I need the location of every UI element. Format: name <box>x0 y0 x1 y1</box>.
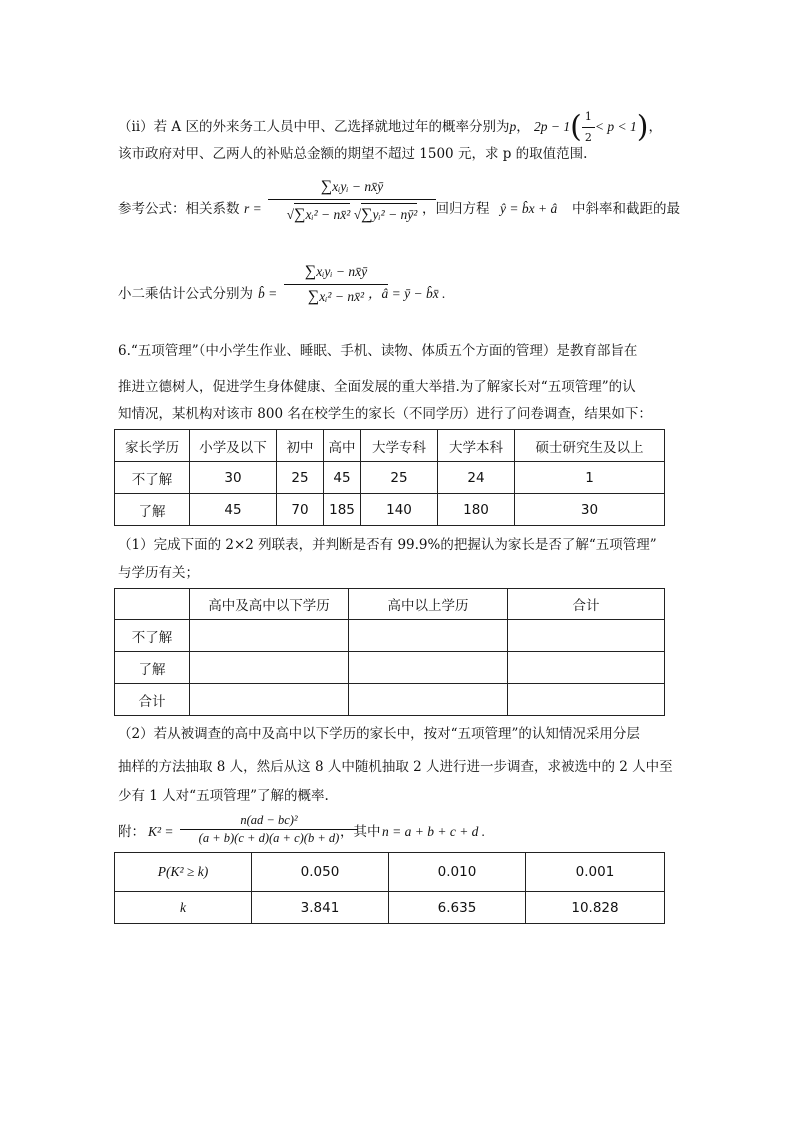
header-cell: 家长学历 <box>115 430 190 462</box>
header-cell: 高中及高中以下学历 <box>190 589 349 620</box>
q5ii-expr: 2p − 1 <box>534 119 571 134</box>
table-row <box>115 620 665 652</box>
part2-line1: （2）若从被调查的高中及高中以下学历的家长中，按对“五项管理”的认知情况采用分层 <box>118 726 640 742</box>
table-cell: 25 <box>277 462 324 494</box>
header-cell: 高中 <box>324 430 361 462</box>
table-cell: 不了解 <box>115 462 190 494</box>
appendix-prefix: 附： <box>118 824 145 840</box>
critical-value-table <box>114 852 665 924</box>
b-num: xᵢyᵢ − nx̄ȳ <box>316 264 368 279</box>
header-cell <box>115 589 190 620</box>
table-cell: 0.010 <box>389 853 526 892</box>
q5ii-text: （ⅱ）若 A 区的外来务工人员中甲、乙选择就地过年的概率分别为 <box>118 119 510 135</box>
part1-line1: （1）完成下面的 2×2 列联表，并判断是否有 99.9%的把握认为家长是否了解“五项管理” <box>118 537 657 553</box>
table-cell: P(K² ≥ k) <box>115 853 252 892</box>
blank-cell <box>190 652 349 684</box>
header-cell: 合计 <box>508 589 665 620</box>
row-label: 合计 <box>115 684 190 716</box>
corr-den-a: xᵢ² − nx̄² <box>305 207 351 222</box>
table-row <box>115 853 665 892</box>
sqrt-icon: √ <box>353 207 362 222</box>
ref-prefix: 参考公式：相关系数 <box>118 201 240 217</box>
q6-line2: 推进立德树人，促进学生身体健康、全面发展的重大举措.为了解家长对“五项管理”的认 <box>118 379 636 395</box>
q5ii-p: p <box>509 119 517 134</box>
header-cell: 硕士研究生及以上 <box>515 430 665 462</box>
left-paren: ( <box>570 109 582 145</box>
table-cell: 了解 <box>115 494 190 526</box>
blank-cell <box>508 620 665 652</box>
header-cell: 小学及以下 <box>190 430 277 462</box>
table-row <box>115 494 665 526</box>
table-cell: 6.635 <box>389 892 526 924</box>
table-cell: 0.001 <box>526 853 665 892</box>
table-row <box>115 589 665 620</box>
table-cell: 140 <box>361 494 438 526</box>
header-cell: 高中以上学历 <box>349 589 508 620</box>
n-def: n = a + b + c + d . <box>382 824 486 839</box>
ref-mid: ，回归方程 <box>422 201 490 217</box>
table-cell: 25 <box>361 462 438 494</box>
part2-line3: 少有 1 人对“五项管理”了解的概率. <box>118 788 329 804</box>
sum-icon: ∑ <box>307 288 320 305</box>
blank-cell <box>190 620 349 652</box>
blank-cell <box>349 652 508 684</box>
k2-eq: K² = <box>148 824 174 839</box>
blank-cell <box>349 620 508 652</box>
table-cell: 185 <box>324 494 361 526</box>
blank-cell <box>190 684 349 716</box>
blank-cell <box>508 652 665 684</box>
a-eq: ，â = ȳ − b̂x̄ . <box>368 286 446 301</box>
table-cell: 10.828 <box>526 892 665 924</box>
header-cell: 大学本科 <box>438 430 515 462</box>
table-cell: 24 <box>438 462 515 494</box>
k2-den: (a + b)(c + d)(a + c)(b + d) <box>198 831 340 845</box>
ls-prefix: 小二乘估计公式分别为 <box>118 286 253 302</box>
survey-table <box>114 429 665 526</box>
table-row <box>115 892 665 924</box>
q5ii-ineq: < p < 1 <box>594 119 637 134</box>
r-eq: r = <box>244 201 262 216</box>
corr-num: xᵢyᵢ − nx̄ȳ <box>332 179 384 194</box>
q5ii-line2: 该市政府对甲、乙两人的补贴总金额的期望不超过 1500 元，求 p 的取值范围. <box>118 146 588 162</box>
part2-line2: 抽样的方法抽取 8 人，然后从这 8 人中随机抽取 2 人进行进一步调查，求被选中的 2 人中至 <box>118 759 673 775</box>
table-cell: k <box>115 892 252 924</box>
sum-icon: ∑ <box>304 263 317 280</box>
table-cell: 70 <box>277 494 324 526</box>
table-cell: 180 <box>438 494 515 526</box>
q5ii-comma: ， <box>516 119 530 135</box>
b-eq: b̂ = <box>258 286 278 301</box>
k2-num: n(ad − bc)² <box>180 812 358 830</box>
b-den: xᵢ² − nx̄² <box>319 289 365 304</box>
ref-suffix: 中斜率和截距的最 <box>572 201 680 217</box>
contingency-table <box>114 588 665 716</box>
table-cell: 30 <box>515 494 665 526</box>
q5ii-line1 <box>118 107 662 148</box>
corr-den-b: yᵢ² − nȳ² <box>372 207 418 222</box>
sum-icon: ∑ <box>320 178 333 195</box>
q6-line3: 知情况，某机构对该市 800 名在校学生的家长（不同学历）进行了问卷调查，结果如下： <box>118 406 652 422</box>
sqrt-icon: √ <box>286 207 295 222</box>
header-cell: 大学专科 <box>361 430 438 462</box>
header-cell: 初中 <box>277 430 324 462</box>
k2-fraction <box>180 812 358 847</box>
table-cell: 45 <box>190 494 277 526</box>
regress-eq: ŷ = b̂x + â <box>500 201 558 216</box>
sum-icon: ∑ <box>361 206 373 223</box>
blank-cell <box>349 684 508 716</box>
table-row <box>115 462 665 494</box>
row-label: 了解 <box>115 652 190 684</box>
table-cell: 0.050 <box>252 853 389 892</box>
table-cell: 30 <box>190 462 277 494</box>
corr-fraction <box>268 177 436 225</box>
q6-line1: 6.“五项管理”（中小学生作业、睡眠、手机、读物、体质五个方面的管理）是教育部旨在 <box>118 343 638 359</box>
q5ii-end: ， <box>648 119 662 135</box>
row-label: 不了解 <box>115 620 190 652</box>
table-row <box>115 652 665 684</box>
part1-line2: 与学历有关； <box>118 565 199 581</box>
half-fraction <box>582 107 595 148</box>
appendix-suffix: ，其中 <box>340 824 381 840</box>
blank-cell <box>508 684 665 716</box>
table-row <box>115 684 665 716</box>
table-cell: 3.841 <box>252 892 389 924</box>
sum-icon: ∑ <box>294 206 306 223</box>
frac-num: 1 <box>582 107 595 128</box>
frac-den: 2 <box>584 131 592 144</box>
right-paren: ) <box>636 109 649 145</box>
table-cell: 1 <box>515 462 665 494</box>
table-cell: 45 <box>324 462 361 494</box>
table-row <box>115 430 665 462</box>
